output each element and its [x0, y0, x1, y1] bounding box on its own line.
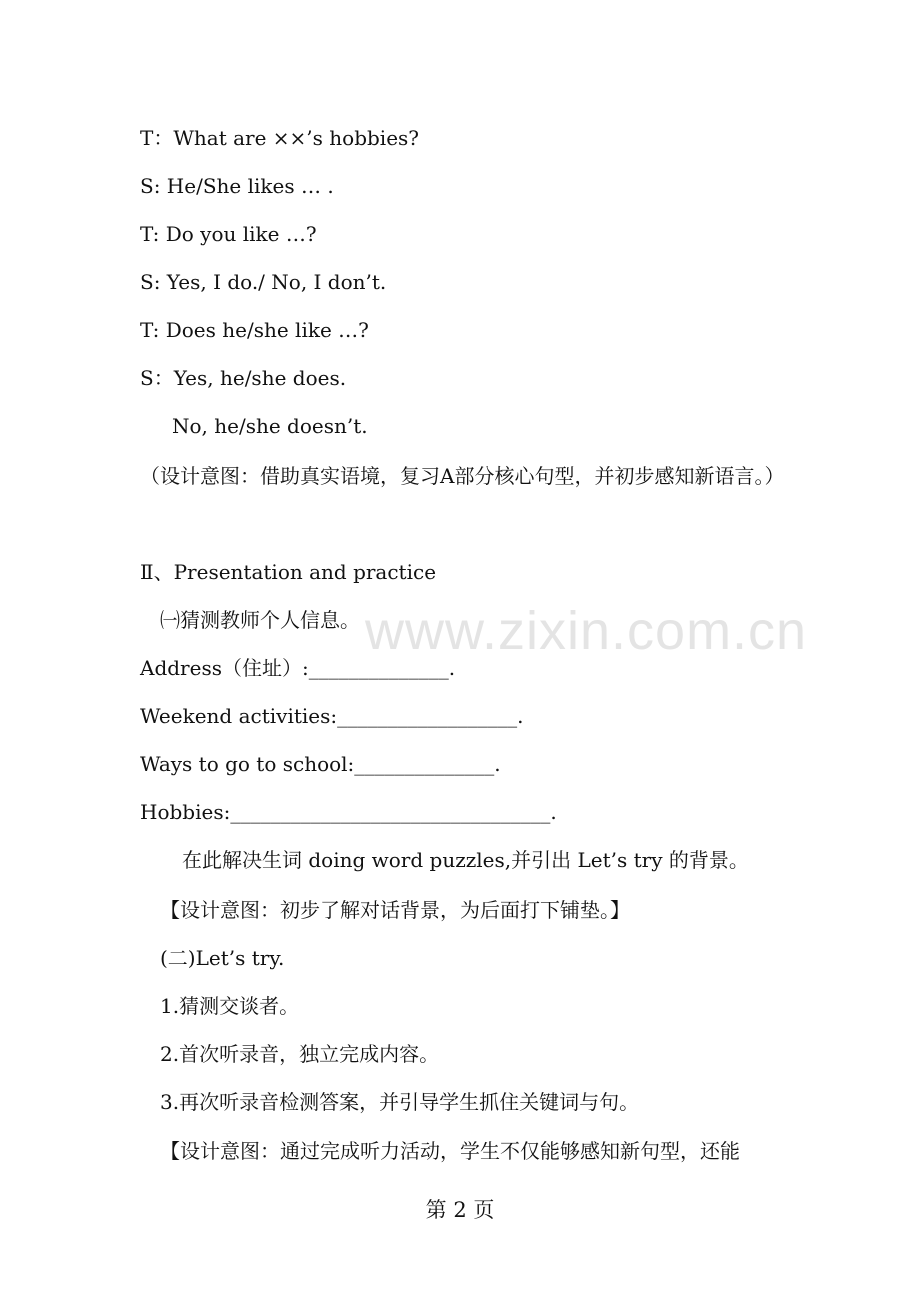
dialogue-line-s3b: No, he/she doesn’t.: [172, 414, 368, 438]
subsection-2-title: (二)Let’s try.: [160, 946, 285, 970]
design-intent-3: 【设计意图：通过完成听力活动，学生不仅能够感知新句型，还能: [160, 1139, 740, 1163]
dialogue-line-s3: S：Yes, he/she does.: [140, 366, 347, 390]
field-ways-to-school: Ways to go to school:______________.: [140, 752, 501, 776]
section-heading: Ⅱ、Presentation and practice: [140, 560, 437, 584]
design-intent-1: （设计意图：借助真实语境，复习A部分核心句型，并初步感知新语言。）: [140, 464, 785, 488]
dialogue-line-t1: T：What are ××’s hobbies?: [140, 126, 420, 150]
teaching-note: 在此解决生词 doing word puzzles,并引出 Let’s try 的背景。: [182, 848, 749, 872]
dialogue-line-t2: T: Do you like …?: [140, 222, 317, 246]
watermark: www.zixin.com.cn: [365, 601, 808, 661]
dialogue-line-s1: S: He/She likes … .: [140, 174, 334, 198]
step-2: 2.首次听录音，独立完成内容。: [160, 1042, 440, 1066]
field-hobbies: Hobbies:________________________________.: [140, 800, 557, 824]
dialogue-line-t3: T: Does he/she like …?: [140, 318, 369, 342]
dialogue-line-s2: S: Yes, I do./ No, I don’t.: [140, 270, 387, 294]
field-weekend-activities: Weekend activities:__________________.: [140, 704, 524, 728]
subsection-1-title: ㈠猜测教师个人信息。: [160, 608, 360, 632]
field-address: Address（住址）:______________.: [140, 656, 456, 680]
page-number: 第 2 页: [425, 1198, 495, 1222]
step-3: 3.再次听录音检测答案，并引导学生抓住关键词与句。: [160, 1090, 640, 1114]
step-1: 1.猜测交谈者。: [160, 994, 300, 1018]
design-intent-2: 【设计意图：初步了解对话背景，为后面打下铺垫。】: [160, 898, 630, 922]
